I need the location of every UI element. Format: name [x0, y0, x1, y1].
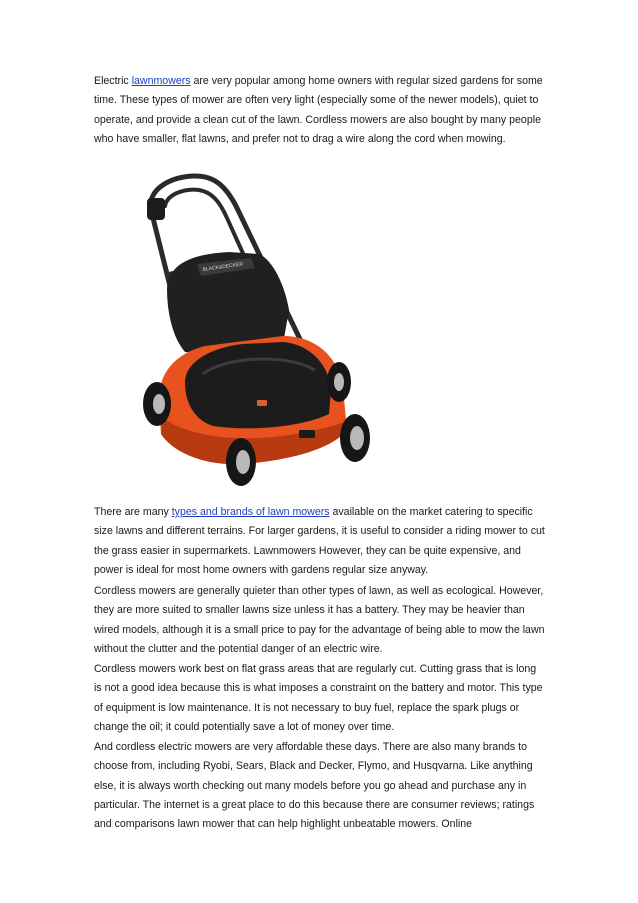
rear-wheel-left [143, 382, 171, 426]
paragraph-cordless-quiet: Cordless mowers are generally quieter than other types of lawn, as well as ecological. However, they are more suited to smaller lawns size unless it has a battery. They may be heavier than wired models, although it is a small price to pay for the advantage of being able to mow the lawn without the clutter and the potential danger of an electric wire. [94, 585, 545, 655]
lawnmowers-link[interactable]: lawnmowers [131, 75, 191, 87]
paragraph-intro-rest: are very popular among home owners with regular sized gardens for some time. These types of mower are often very light (especially some of the newer models), quiet to operate, and provide a clean cut of the lawn. Cordless mowers are also bought by many people who have smaller, flat lawns, and prefer not to drag a wire along the cord when mowing. [94, 75, 543, 145]
front-wheel-right [340, 414, 370, 462]
paragraph-intro-lead: Electric [94, 75, 132, 87]
paragraph-types-rest: available on the market catering to specific size lawns and different terrains. For larger gardens, it is useful to consider a riding mower to cut the grass easier in supermarkets. Lawnmowers However, they can be quite expensive, and power is ideal for most home owners with gardens regular size anyway. [94, 506, 545, 576]
paragraph-flat-grass: Cordless mowers work best on flat grass areas that are regularly cut. Cutting grass that is long is not a good idea because this is what imposes a constraint on the battery and motor. This type of equipment is low maintenance. It is not necessary to buy fuel, replace the spark plugs or change the oil; it could potentially save a lot of money over time. [94, 663, 543, 733]
front-wheel-left [226, 438, 256, 486]
motor-cover [185, 342, 331, 428]
paragraph-intro [94, 72, 546, 149]
deck-badge [299, 430, 315, 438]
brand-label: BLACK&DECKER [202, 261, 244, 273]
lawn-mower-image [133, 168, 385, 490]
rear-wheel-right [327, 362, 351, 402]
paragraph-types [94, 503, 546, 580]
types-and-brands-link[interactable]: types and brands of lawn mowers [171, 506, 330, 518]
paragraph-types-lead: There are many [94, 506, 172, 518]
paragraph-affordable: And cordless electric mowers are very affordable these days. There are also many brands to choose from, including Ryobi, Sears, Black and Decker, Flymo, and Husqvarna. Like anything else, it is always worth checking out many models before you go ahead and purchase any in particular. The internet is a great place to do this because there are consumer reviews; ratings and comparisons lawn mower that can help highlight unbeatable mowers. Online [94, 741, 535, 831]
mower-switch [147, 198, 165, 220]
